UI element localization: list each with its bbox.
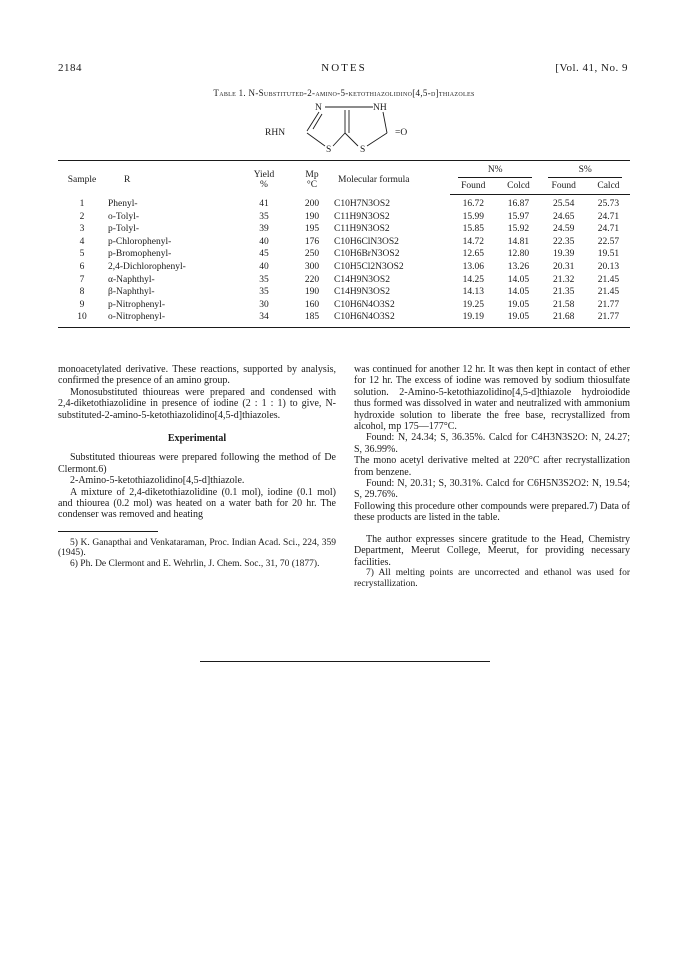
- cell-yield: 34: [236, 311, 292, 327]
- cell-yield: 35: [259, 287, 269, 298]
- cell-sample: 9: [79, 299, 85, 310]
- cell-yield: 40: [259, 261, 269, 272]
- cell-formula: C11H9N3OS2: [334, 211, 390, 222]
- chemical-structure: [255, 100, 445, 160]
- cell-s-found: 21.32: [552, 274, 575, 285]
- cell-n-calcd: 14.81: [507, 236, 530, 247]
- cell-s-found: 24.59: [552, 224, 575, 235]
- cell-r: p-Tolyl-: [108, 224, 139, 235]
- paragraph: Found: N, 20.31; S, 30.31%. Calcd for C6H5N3S2O2: N, 19.54; S, 29.76%.: [354, 478, 630, 501]
- cell-formula: C10H6BrN3OS2: [334, 249, 400, 260]
- table-row: [58, 195, 630, 211]
- volume-label: [Vol. 41, No. 9: [555, 62, 628, 74]
- cell-s-calcd: 21.77: [597, 299, 620, 310]
- cell-sample: 5: [79, 249, 85, 260]
- cell-formula: C10H6ClN3OS2: [334, 236, 399, 247]
- cell-sample: 7: [79, 274, 85, 285]
- cell-sample: 4: [79, 236, 85, 247]
- cell-n-found: 12.65: [462, 249, 484, 260]
- cell-n-calcd: 16.87: [507, 199, 530, 209]
- cell-yield: 35: [259, 274, 269, 285]
- cell-s-found: 19.39: [552, 249, 575, 260]
- cell-sample: 3: [79, 224, 85, 235]
- structure-oxo-label: =O: [395, 128, 408, 138]
- section-heading-experimental: Experimental: [167, 433, 227, 445]
- table-row: [58, 211, 630, 224]
- table-row: [58, 311, 630, 327]
- cell-yield: 45: [259, 249, 269, 260]
- table-row: [58, 223, 630, 236]
- cell-n-calcd: 13.26: [507, 261, 530, 272]
- cell-formula: C10H6N4O3S2: [332, 311, 450, 327]
- table-caption-text: N-Substituted-2-amino-5-ketothiazolidino[4,5-d]thiazoles: [248, 88, 475, 98]
- cell-mp: 200: [304, 198, 320, 209]
- cell-formula: C14H9N3OS2: [334, 287, 390, 298]
- s-pct-brace: [548, 177, 622, 180]
- col-header-mp: [292, 161, 332, 195]
- cell-sample: 8: [79, 287, 85, 298]
- cell-sample: 1: [79, 198, 85, 209]
- col-header-yield-unit: %: [260, 179, 268, 190]
- cell-n-found: 16.72: [462, 199, 484, 209]
- cell-s-found: 21.58: [552, 299, 575, 310]
- cell-r: Phenyl-: [108, 198, 138, 209]
- cell-r: p-Chlorophenyl-: [108, 236, 172, 247]
- cell-s-calcd: 20.13: [597, 261, 620, 272]
- col-header-n-pct-label: N%: [487, 165, 503, 175]
- structure-s1-label: S: [326, 145, 332, 155]
- cell-yield: 40: [259, 236, 269, 247]
- cell-mp: 176: [304, 236, 320, 247]
- cell-n-calcd: 19.05: [507, 299, 530, 310]
- paragraph: was continued for another 12 hr. It was then kept in contact of ether for 12 hr. The excess of iodine was removed by sodium thiosulfate solution. 2-Amino-5-ketothiazolidino[4,5-d]thiazole hydroiodide thus formed was dissolved in water and neutralized with ammonium hydroxide solution to liberate the free base, recrystallized from alcohol, mp 175—177°C.: [354, 364, 630, 433]
- table-row: [58, 248, 630, 261]
- col-header-yield-label: Yield: [253, 169, 275, 180]
- acknowledgement: The author expresses sincere gratitude to the Head, Chemistry Department, Meerut College, Meerut, for providing necessary facilities.: [354, 533, 630, 568]
- cell-s-calcd: 22.57: [597, 236, 620, 247]
- cell-s-calcd: 21.45: [597, 287, 620, 298]
- cell-n-calcd: 14.05: [507, 287, 530, 298]
- cell-n-found: 19.19: [450, 311, 497, 327]
- results-table-body: [58, 195, 630, 328]
- results-table: [58, 160, 630, 328]
- cell-yield: 35: [259, 211, 269, 222]
- cell-formula: C10H7N3OS2: [334, 198, 390, 209]
- cell-n-found: 14.72: [462, 236, 484, 247]
- cell-r: o-Tolyl-: [108, 211, 139, 222]
- col-header-s-calcd: Calcd: [587, 181, 630, 195]
- col-header-s-pct-label: S%: [578, 165, 592, 175]
- cell-n-calcd: 19.05: [497, 311, 541, 327]
- cell-sample: 10: [58, 311, 106, 327]
- paragraph: Monosubstituted thioureas were prepared and condensed with 2,4-diketothiazolidine in presence of iodine (2 : 1 : 1) to give, N-substituted-2-amino-5-ketothiazolidino[4,5-d]thiazoles.: [58, 386, 336, 421]
- cell-s-found: 21.35: [552, 287, 575, 298]
- cell-mp: 160: [304, 299, 320, 310]
- end-rule: [200, 661, 490, 662]
- cell-s-calcd: 21.77: [587, 311, 630, 327]
- col-header-n-calcd: Colcd: [497, 181, 541, 195]
- table-caption: [0, 88, 688, 98]
- paragraph: Substituted thioureas were prepared following the method of De Clermont.6): [58, 452, 336, 475]
- n-pct-brace: [458, 177, 532, 180]
- cell-r: α-Naphthyl-: [108, 274, 155, 285]
- cell-s-found: 25.54: [552, 199, 575, 209]
- subheading: 2-Amino-5-ketothiazolidino[4,5-d]thiazole.: [70, 475, 245, 487]
- table-row: [58, 299, 630, 312]
- cell-yield: 39: [259, 224, 269, 235]
- cell-s-found: 22.35: [552, 236, 575, 247]
- cell-r: 2,4-Dichlorophenyl-: [108, 261, 186, 272]
- cell-s-calcd: 25.73: [597, 199, 620, 209]
- footnote-divider: [58, 531, 158, 532]
- structure-rhn-label: RHN: [265, 128, 286, 138]
- left-column: [58, 364, 336, 570]
- cell-mp: 190: [304, 211, 320, 222]
- cell-n-calcd: 14.05: [507, 274, 530, 285]
- col-header-mp-label: Mp: [305, 169, 319, 180]
- cell-sample: 2: [79, 211, 85, 222]
- cell-n-found: 19.25: [462, 299, 484, 310]
- cell-mp: 300: [304, 261, 320, 272]
- cell-r: p-Nitrophenyl-: [108, 299, 165, 310]
- cell-yield: 41: [259, 198, 269, 209]
- col-header-s-pct: [540, 161, 630, 182]
- paragraph: The mono acetyl derivative melted at 220°C after recrystallization from benzene.: [354, 455, 630, 478]
- cell-n-found: 14.25: [462, 274, 484, 285]
- cell-sample: 6: [79, 261, 85, 272]
- table-row: [58, 286, 630, 299]
- col-header-n-pct: [450, 161, 540, 182]
- col-header-yield: [236, 161, 292, 195]
- table-row: [58, 236, 630, 249]
- paragraph: Following this procedure other compounds were prepared.7) Data of these products are listed in the table.: [354, 500, 630, 524]
- spacer: [354, 524, 630, 534]
- cell-formula: C10H6N4O3S2: [334, 299, 395, 310]
- page-number: 2184: [58, 62, 82, 74]
- col-header-n-found: Found: [450, 181, 497, 195]
- cell-r: β-Naphthyl-: [108, 287, 155, 298]
- cell-mp: 185: [292, 311, 332, 327]
- cell-formula: C11H9N3OS2: [334, 224, 390, 235]
- col-header-sample: Sample: [58, 161, 106, 195]
- cell-formula: C10H5Cl2N3OS2: [334, 261, 404, 272]
- structure-nh-label: NH: [373, 103, 387, 113]
- cell-s-found: 21.68: [540, 311, 587, 327]
- cell-mp: 190: [304, 287, 320, 298]
- running-section-title: NOTES: [321, 62, 367, 74]
- cell-mp: 220: [304, 274, 320, 285]
- cell-n-calcd: 15.97: [507, 211, 530, 222]
- footnote: 5) K. Ganapthai and Venkataraman, Proc. Indian Acad. Sci., 224, 359 (1945).: [58, 537, 336, 559]
- col-header-r: R: [106, 161, 236, 195]
- cell-s-calcd: 24.71: [597, 224, 620, 235]
- footnote: 7) All melting points are uncorrected and ethanol was used for recrystallization.: [354, 567, 630, 589]
- cell-n-found: 15.99: [462, 211, 484, 222]
- cell-formula: C14H9N3OS2: [334, 274, 390, 285]
- cell-s-found: 20.31: [552, 261, 575, 272]
- cell-s-found: 24.65: [552, 211, 575, 222]
- cell-n-found: 13.06: [462, 261, 484, 272]
- cell-yield: 30: [259, 299, 269, 310]
- cell-mp: 195: [304, 224, 320, 235]
- cell-n-calcd: 12.80: [507, 249, 530, 260]
- right-column: [354, 364, 630, 589]
- footnote: 6) Ph. De Clermont and E. Wehrlin, J. Chem. Soc., 31, 70 (1877).: [70, 559, 320, 570]
- table-caption-prefix: Table 1.: [213, 88, 246, 98]
- structure-s2-label: S: [360, 145, 366, 155]
- paragraph: A mixture of 2,4-diketothiazolidine (0.1 mol), iodine (0.1 mol) and thiourea (0.2 mol) was heated on a water bath for 20 hr. The condenser was removed and heating: [58, 486, 336, 521]
- table-row: [58, 261, 630, 274]
- col-header-formula: Molecular formula: [332, 161, 450, 195]
- cell-s-calcd: 24.71: [597, 211, 620, 222]
- structure-n-label: N: [315, 103, 322, 113]
- col-header-mp-unit: °C: [306, 179, 318, 190]
- cell-mp: 250: [304, 249, 320, 260]
- cell-n-calcd: 15.92: [507, 224, 530, 235]
- cell-n-found: 15.85: [462, 224, 484, 235]
- table-row: [58, 274, 630, 287]
- cell-s-calcd: 21.45: [597, 274, 620, 285]
- structure-drawing: [255, 100, 445, 160]
- paragraph: Found: N, 24.34; S, 36.35%. Calcd for C4H3N3S2O: N, 24.27; S, 36.99%.: [354, 432, 630, 455]
- cell-r: p-Bromophenyl-: [108, 249, 172, 260]
- cell-n-found: 14.13: [462, 287, 484, 298]
- cell-s-calcd: 19.51: [597, 249, 620, 260]
- paragraph: monoacetylated derivative. These reactions, supported by analysis, confirmed the presence of an amino group.: [58, 364, 336, 387]
- col-header-s-found: Found: [540, 181, 587, 195]
- cell-r: o-Nitrophenyl-: [106, 311, 236, 327]
